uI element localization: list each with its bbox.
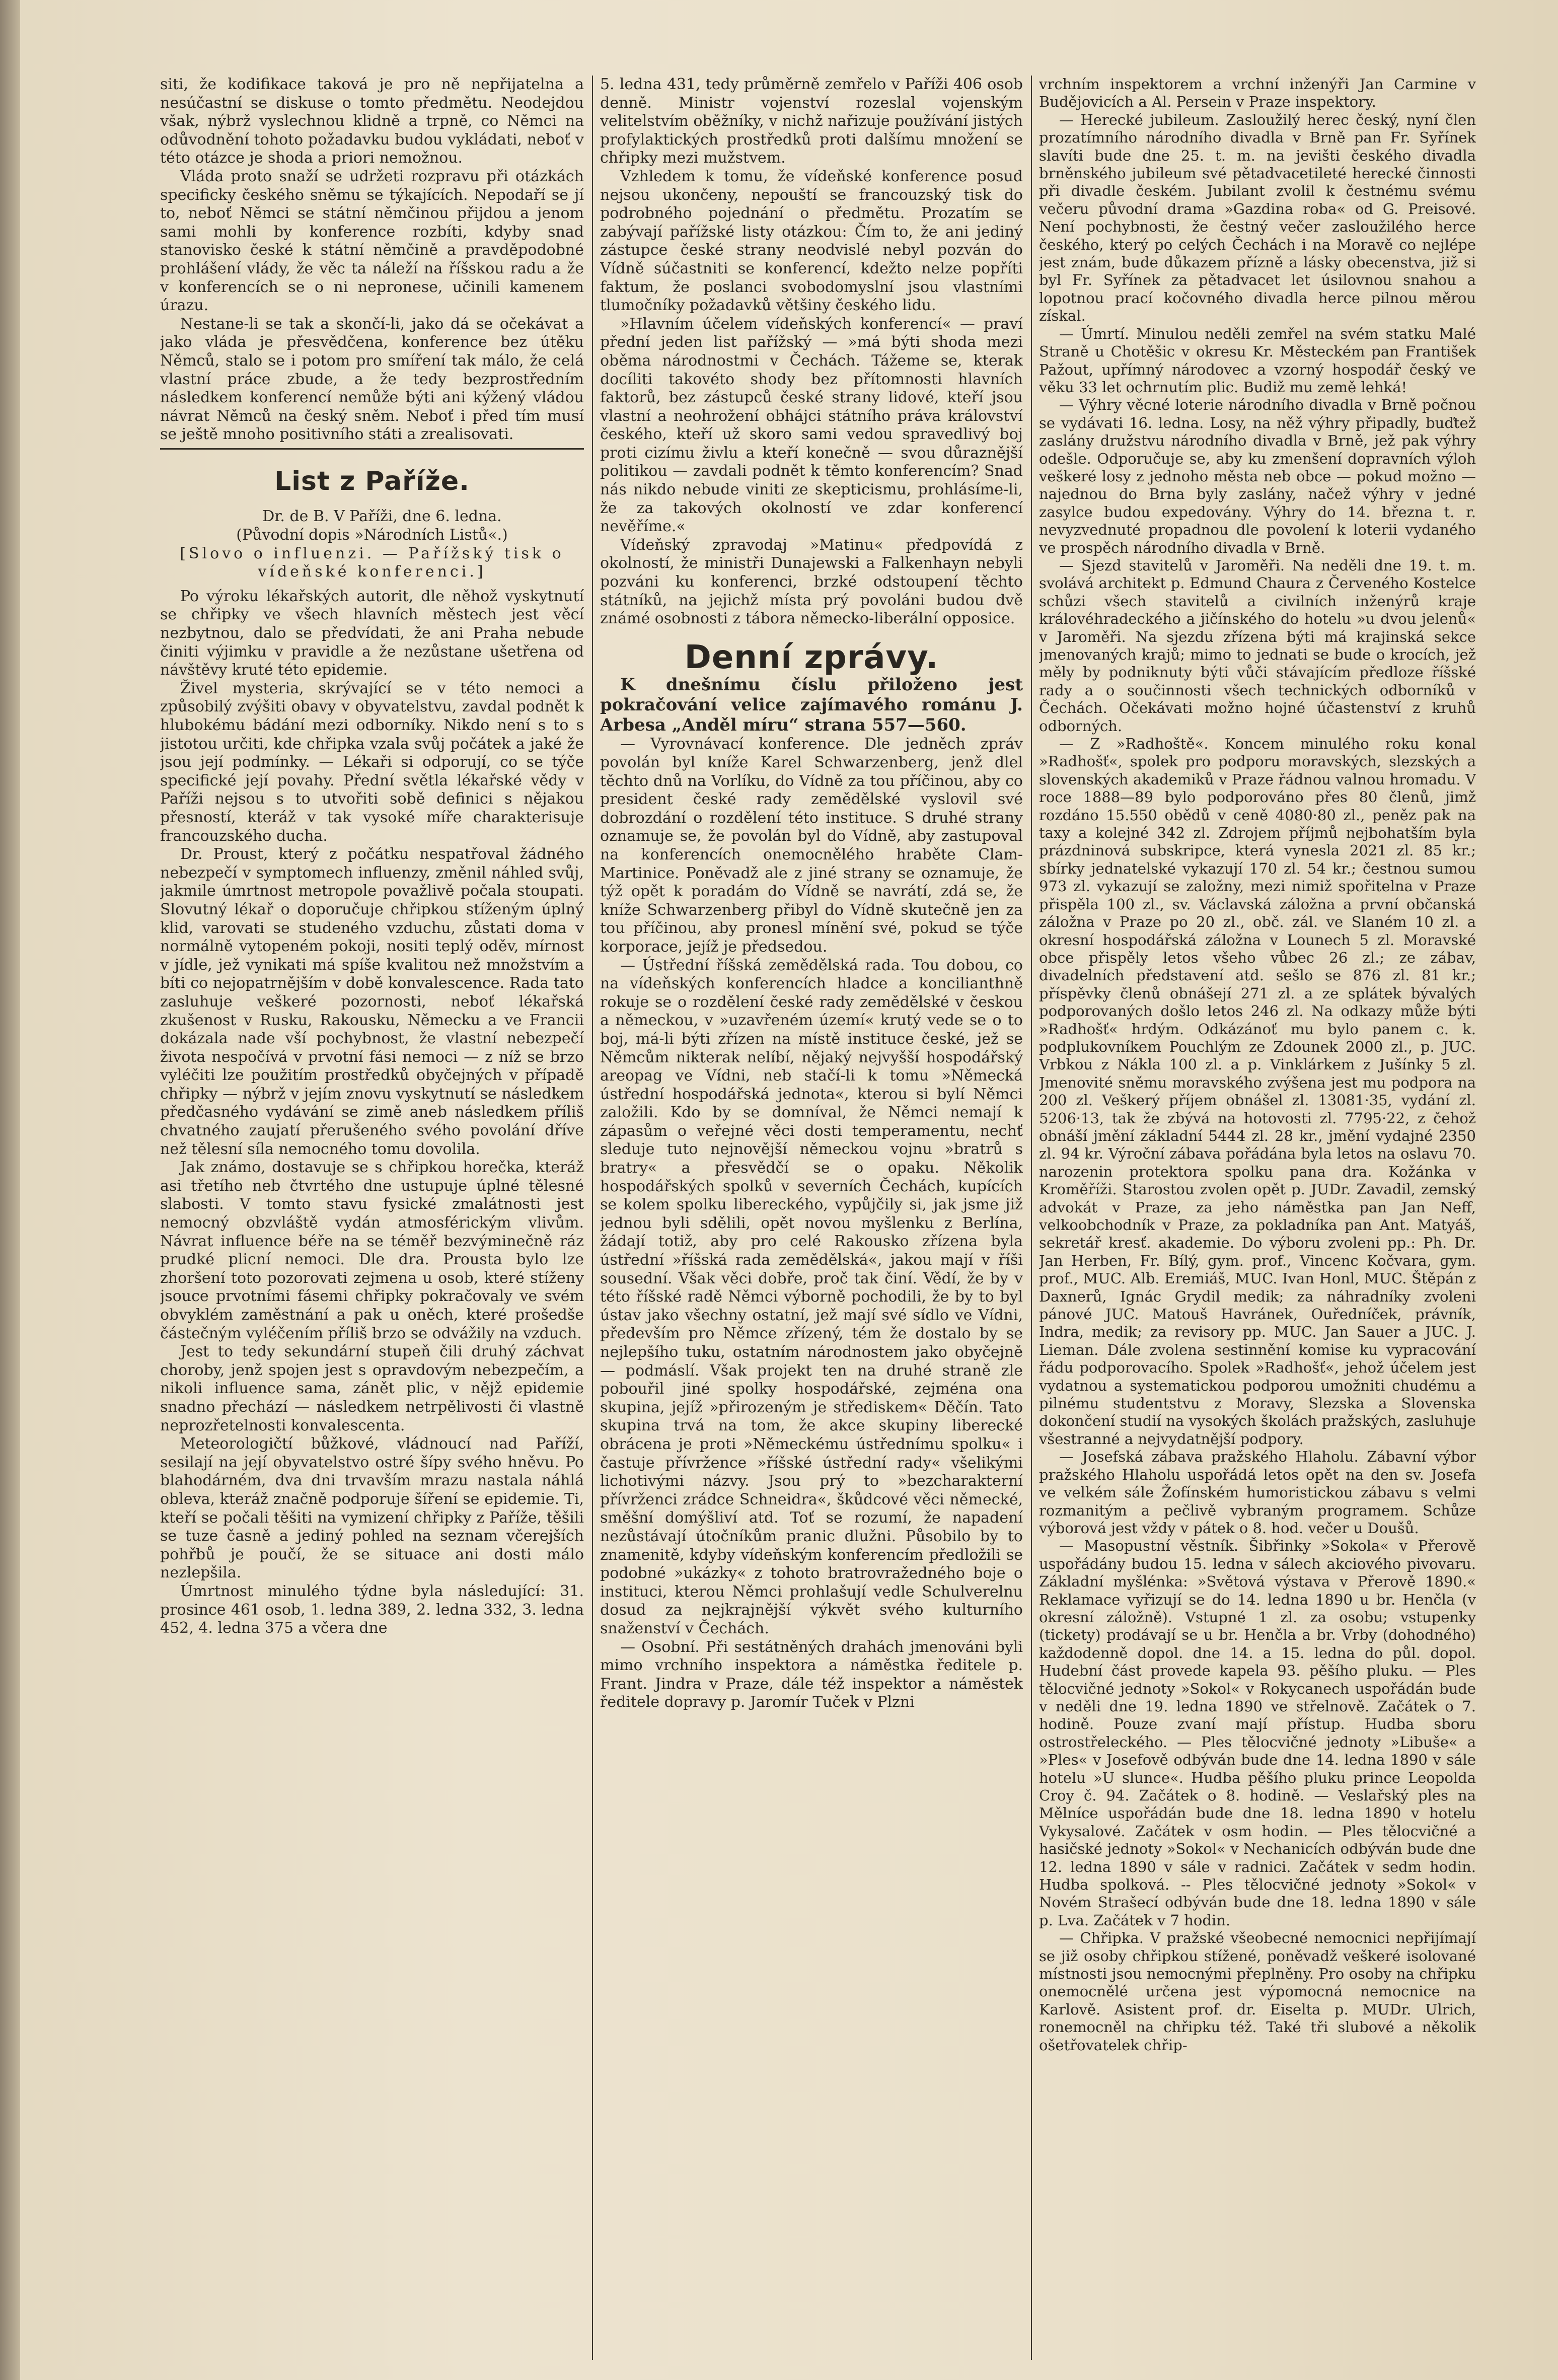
- news-item: — Herecké jubileum. Zasloužilý herec český, nyní člen prozatímního národního divadla v Brně pan Fr. Syřínek slavíti bude dne 25. t. m. na jevišti českého divadla brněnského jubileum své pětadvacetileté herecké činnosti při divadle českém. Jubilant zvolil k čestnému svému večeru původní drama »Gazdina roba« od G. Preisové. Není pochybnosti, že čestný večer zasloužilého herce českého, který po celých Čechách i na Moravě co nejlépe jest znám, bude důkazem přízně a lásky obecenstva, již si byl Fr. Syřínek za pětadvacet let úsilovnou snahou a lopotnou prací kočovného divadla herce pilnou měrou získal.: [1039, 111, 1476, 325]
- paragraph: Meteorologičtí bůžkové, vládnoucí nad Paříží, sesilají na její obyvatelstvo ostré šípy svého hněvu. Po blahodárném, dva dni trvavším mrazu nastala náhlá obleva, kteráž značně podporuje šíření se epidemie. Ti, kteří se počali těšiti na vymizení chřipky z Paříže, těšili se tuze časně a jediný pohled na seznam včerejších pohřbů je poučí, že se situace ani dosti málo nezlepšila.: [160, 1435, 584, 1582]
- paragraph: Jak známo, dostavuje se s chřipkou horečka, kteráž asi třetího neb čtvrtého dne ustupuje úplné tělesné slabosti. V tomto stavu fysické zmalátnosti jest nemocný obzvláště vydán atmosférickým vlivům. Návrat influence béře na se téměř bezvýminečně ráz prudké plicní nemoci. Dle dra. Prousta bylo lze zhoršení toto pozorovati zejmena u osob, které stíženy jsouce prvotními fásemi chřipky pokračovaly ve svém obvyklém zaměstnání a pak u oněch, které prošedše částečným vyléčením příliš brzo se odvážily na vzduch.: [160, 1159, 584, 1342]
- paragraph: Vzhledem k tomu, že vídeňské konference posud nejsou ukončeny, nepouští se francouzský tisk do podrobného pojednání o předmětu. Prozatím se zabývají pařížské listy otázkou: Čím to, že ani jediný zástupce české strany neodvislé nebyl pozván do Vídně súčastniti se konferencí, kdežto nelze popříti faktum, že poslanci svobodomyslní jsou vlastními tlumočníky požadavků většiny českého lidu.: [600, 167, 1023, 315]
- column-2: [600, 76, 1023, 2350]
- column-3: [1039, 76, 1476, 2350]
- news-item: — Sjezd stavitelů v Jaroměři. Na neděli dne 19. t. m. svolává architekt p. Edmund Chaura z Červeného Kostelce schůzi všech stavitelů a civilních inženýrů kraje královéhradeckého a jičínského do hotelu »u dvou jelenů« v Jaroměři. Na sjezdu zřízena býti má krajinská sekce jmenovaných krajů; mimo to jednati se bude o krocích, jež měly by podniknuty býti vůči stávajícím předloze říšské rady a o součinnosti všech technických odborníků v Čechách. Očekávati možno hojné účastenství z kruhů odborných.: [1039, 556, 1476, 735]
- paragraph: siti, že kodifikace taková je pro ně nepřijatelna a nesúčastní se diskuse o tomto předmětu. Neodejdou však, nýbrž vyslechnou klidně a trpně, co Němci na odůvodnění tohoto požadavku budou vykládati, neboť v této otázce je shoda a priori nemožnou.: [160, 76, 584, 167]
- section-divider: [160, 448, 584, 450]
- news-item: — Vyrovnávací konference. Dle jedněch zpráv povolán byl kníže Karel Schwarzenberg, jenž dlel těchto dnů na Vorlíku, do Vídně za tou příčinou, aby co president české rady zemědělské vyslovil své dobrozdání o rozdělení této instituce. S druhé strany oznamuje se, že povolán byl do Vídně, aby zastupoval na konferencích onemocnělého hraběte Clam-Martinice. Poněvadž ale z jiné strany se oznamuje, že týž opět k poradám do Vídně se navrátí, zdá se, že kníže Schwarzenberg přibyl do Vídně skutečně jen za tou příčinou, aby pronesl mínění své, pokud se týče korporace, jejíž je předsedou.: [600, 735, 1023, 956]
- paragraph: Jest to tedy sekundární stupeň čili druhý záchvat choroby, jenž spojen jest s opravdovým nebezpečím, a nikoli influence sama, zánět plic, v nějž epidemie snadno přechází — následkem netrpělivosti či vlastně neprozřetelnosti konvalescenta.: [160, 1343, 584, 1434]
- news-item: — Z »Radhoště«. Koncem minulého roku konal »Radhošť«, spolek pro podporu moravských, slezských a slovenských akademiků v Praze řádnou valnou hromadu. V roce 1888—89 bylo podporováno přes 80 členů, jimž rozdáno 15.550 obědů v ceně 4080·80 zl., peněz pak na taxy a kolejné 342 zl. Zdrojem příjmů nejbohatším byla prázdninová subskripce, která vynesla 2021 zl. 85 kr.; sbírky jednatelské vykazují 170 zl. 54 kr.; čestnou sumou 973 zl. vykazují se založny, mezi nimiž spořitelna v Praze přispěla 100 zl., sv. Václavská záložna a první občanská záložna v Praze po 20 zl., obč. zál. ve Slaném 10 zl. a okresní hospodářská záložna v Lounech 5 zl. Moravské obce přispěly letos všeho vůbec 26 zl.; ze zábav, divadelních představení atd. sešlo se 876 zl. 81 kr.; příspěvky členů obnášejí 271 zl. a ze splátek bývalých podporovaných došlo letos 246 zl. Na odkazy může býti »Radhošť« hrdým. Odkázánoť mu bylo panem c. k. podplukovníkem Pouchlým ze Zdounek 2000 zl., p. JUC. Vrbkou z Náklа 100 zl. a p. Vinklárkem z Jušínky 5 zl. Jmenovité sněmu moravského zvýšena jest mu podpora na 200 zl. Veškerý příjem obnášel zl. 13081·35, vydání zl. 5206·13, tak že zbývá na hotovosti zl. 7795·22, z čehož obnáší jmění základní 5444 zl. 28 kr., jmění vydajné 2350 zl. 94 kr. Výroční zábava pořádána byla letos na oslavu 70. narozenin protektora spolku pana dra. Kožánka v Kroměříži. Starostou zvolen opět p. JUDr. Zavadil, zemský advokát v Praze, za jeho náměstka pan Jan Neff, velkoobchodník v Praze, za pokladníka pan Ant. Matyáš, sekretář kresť. akademie. Do výboru zvoleni pp.: Ph. Dr. Jan Herben, Fr. Bílý, gym. prof., Vincenc Kočvara, gym. prof., MUC. Alb. Eremiáš, MUC. Ivan Honl, MUC. Štěpán z Daxnerů, Ignác Grydil medik; za náhradníky zvoleni pánové JUC. Matouš Havránek, Ouředníček, právník, Indra, medik; za revisory pp. MUC. Jan Sauer a JUC. J. Lieman. Dále zvolena sestinnění komise ku vypracování řádu podporovacího. Spolek »Radhošť«, jehož účelem jest vydatnou a systematickou podporou umožniti chudému a pilnému studentstvu z Moravy, Slezska a Slovenska dokončení studií na vysokých školách pražských, zasluhuje všestranné a nejvydatnější podpory.: [1039, 735, 1476, 1448]
- dateline: Dr. de B. V Paříži, dne 6. ledna.: [262, 508, 502, 526]
- paragraph: Nestane-li se tak a skončí-li, jako dá se očekávat a jako vláda je přesvědčena, konference bez útěku Němců, stalo se i potom pro smíření tak málo, že celá vlastní práce zbude, a že tedy bezprostředním následkem konferencí nemůže býti ani kýžený vládou návrat Němců na český sněm. Neboť i před tím musí se ještě mnoho positivního státi a zrealisovati.: [160, 315, 584, 444]
- section-title: List z Paříže.: [274, 466, 470, 496]
- news-item: — Osobní. Při sestátněných drahách jmenováni byli mimo vrchního inspektora a náměstka ředitele p. Frant. Jindra v Praze, dále též inspektor a náměstek ředitele dopravy p. Jaromír Tuček v Plzni: [600, 1638, 1023, 1711]
- column-rule: [1031, 76, 1032, 2360]
- news-item: — Josefská zábava pražského Hlaholu. Zábavní výbor pražského Hlaholu uspořádá letos opět na den sv. Josefa ve velkém sále Žofínském humoristickou zábavu s velmi rozmanitým a pečlivě vybraným programem. Schůze výborová jest vždy v pátek o 8. hod. večer u Doušů.: [1039, 1448, 1476, 1537]
- news-item: — Chřipka. V pražské všeobecné nemocnici nepřijímají se již osoby chřipkou stížené, poněvadž veškeré isolované místnosti jsou nemocnými přeplněny. Pro osoby na chřipku onemocnělé určena jest výpomocná nemocnice na Karlově. Asistent prof. dr. Eiselta p. MUDr. Ulrich, ronemocněl na chřipku též. Také tři slubové a několik ošetřovatelek chřip-: [1039, 1929, 1476, 2054]
- news-item: vrchním inspektorem a vrchní inženýři Jan Carmine v Budějovicích a Al. Persein v Praze inspektory.: [1039, 76, 1476, 111]
- news-item: — Úmrtí. Minulou neděli zemřel na svém statku Malé Straně u Chotěšic v okresu Kr. Městeckém pan František Pažout, upřímný národovec a vzorný hospodář český ve věku 33 let ochrnutím plic. Budiž mu země lehká!: [1039, 325, 1476, 396]
- paragraph: Vláda proto snaží se udržeti rozpravu při otázkách specificky českého sněmu se týkajících. Nepodaří se jí to, neboť Němci se státní němčinou přijdou a jenom sami mohli by konference rozbíti, kdyby snad stanovisko české k státní němčině a pravděpodobné prohlášení vlády, že věc ta náleží na říšskou radu a že v konferencích se o ni nepronese, učinili kamenem úrazu.: [160, 167, 584, 315]
- paragraph: Živel mysteria, skrývající se v této nemoci a způsobilý zvýšiti obavy v obyvatelstvu, zavdal podnět k hlubokému bádání mezi odborníky. Nikdo není s to s jistotou určiti, kde chřipka vzala svůj počátek a jaké že jsou její podmínky. — Lékaři si odporují, co se týče specifické její povahy. Přední světla lékařské vědy v Paříži nejsou s to utvořiti sobě definici s nějakou přesností, kteráž v tak vysoké míře charakterisuje francouzského ducha.: [160, 679, 584, 845]
- article-subtitle: [Slovo o influenzi. — Pařížský tisk o vídeňské konferenci.]: [180, 544, 564, 581]
- supplement-notice: K dnešnímu číslu přiloženo jest pokračování velice zajímavého románu J. Arbesa „Anděl míru“ strana 557—560.: [600, 675, 1023, 736]
- binding-edge: [0, 0, 20, 2380]
- paragraph: Úmrtnost minulého týdne byla následující: 31. prosince 461 osob, 1. ledna 389, 2. ledna 332, 3. ledna 452, 4. ledna 375 a včera dne: [160, 1582, 584, 1637]
- column-1: [160, 76, 584, 2350]
- section-headline: Denní zprávy.: [684, 638, 939, 676]
- news-item: — Masopustní věstník. Šibřinky »Sokola« v Přerově uspořádány budou 15. ledna v sálech akciového pivovaru. Základní myšlénka: »Světová výstava v Přerově 1890.« Reklamace vyřizují se do 14. ledna 1890 u br. Henčla (v okresní záložně). Vstupné 1 zl. za osobu; vstupenky (tickety) prodávají se u br. Henčla a br. Vrby (dohodného) každodenně dopol. dne 14. a 15. ledna do půl. dopol. Hudební část provede kapela 93. pěšího pluku. — Ples tělocvičné jednoty »Sokol« v Rokycanech uspořádán bude v neděli dne 19. ledna 1890 ve střelnově. Začátek o 7. hodině. Pouze zvaní mají přístup. Hudba sboru ostrostřeleckého. — Ples tělocvičné jednoty »Libuše« a »Ples« v Josefově odbýván bude dne 14. ledna 1890 v sále hotelu »U slunce«. Hudba pěšího pluku prince Leopolda Croy č. 94. Začátek o 8. hodině. — Veslařský ples na Mělníce uspořádán bude dne 18. ledna 1890 v hotelu Vykysalové. Začátek v osm hodin. — Ples tělocvičné a hasičské jednoty »Sokol« v Nechanicích odbýván bude dne 12. ledna 1890 v sále v radnici. Začátek v sedm hodin. Hudba spolková. -- Ples tělocvičné jednoty »Sokol« v Novém Strašecí odbýván bude dne 18. ledna 1890 v sále p. Lva. Začátek v 7 hodin.: [1039, 1537, 1476, 1929]
- news-item: — Výhry věcné loterie národního divadla v Brně počnou se vydávati 16. ledna. Losy, na něž výhry připadly, buďtež zaslány družstvu národního divadla v Brně, jež pak výhry odešle. Odporučuje se, aby ku zmenšení dopravních výloh veškeré losy z jednoho města neb obce — pokud možno — najednou do Brna byly zaslány, načež výhry v jedné zasylce budou expedovány. Výhry do 14. března t. r. nevyzvednuté propadnou dle povolení k loterii vydaného ve prospěch národního divadla v Brně.: [1039, 396, 1476, 556]
- paragraph: Po výroku lékařských autorit, dle něhož vyskytnutí se chřipky ve všech hlavních městech jest věcí nezbytnou, dalo se předvídati, že ani Praha nebude činiti výjimku v pravidle a že nezůstane ušetřena od návštěvy kruté této epidemie.: [160, 587, 584, 679]
- news-item: — Ústřední říšská zemědělská rada. Tou dobou, co na vídeňských konferencích hladce a koncilianthně rokuje se o rozdělení české rady zemědělské v českou a německou, v »uzavřeném území« krutý vede se o to boj, má-li býti zřízen na místě instituce české, jež se Němcům nikterak nelíbí, nějaký nejvyšší hospodářský areopag ve Vídni, neb stačí-li k tomu »Německá ústřední hospodářská jednota«, kterou si bylí Němci založili. Kdo by se domníval, že Němci nemají k zápasům o veřejné věci dosti temperamentu, nechť sleduje tuto nejnovější německou vojnu »bratrů s bratry« a přesvědčí se o opaku. Několik hospodářských spolků v severních Čechách, kupících se kolem spolku libereckého, vypůjčily si, jak jsme již jednou byli sdělili, opět novou myšlenku z Berlína, žádají totiž, aby pro celé Rakousko zřízena byla ústřední »říšská rada zemědělská«, jakou mají v říši sousední. Však věci dobře, proč tak činí. Vědí, že by v této říšské radě Němci výborně pochodili, že by to byl ústav jako všechny ostatní, jež mají své sídlo ve Vídni, především pro Němce zřízený, tém že dostalo by se nejlepšího tuku, ostatním národnostem jako obyčejně — podmáslí. Však projekt ten na druhé straně zle pobouřil jiné spolky hospodářské, zejména ona skupina, jejíž »přirozeným je střediskem« Děčín. Tato skupina trvá na tom, že akce skupiny liberecké obrácena je proti »Německému ústřednímu spolku« i častuje přívržence »říšské ústřední rady« všelikými lichotivými názvy. Jsou prý to »bezcharakterní přívrženci zrádce Schneidra«, škůdcové věci německé, směšní domýšliví atd. Toť se rozumí, že napadení nezůstávají útočníkům pranic dlužni. Působilo by to znamenitě, kdyby vídeňským konferencím předložili se podobné »ukázky« z tohoto bratrovražedného boje o instituci, kterou Němci prohlašují vedle Schulverelnu dosud za nejkrajnější výkvět svého kulturního snaženství v Čechách.: [600, 956, 1023, 1637]
- paragraph: 5. ledna 431, tedy průměrně zemřelo v Paříži 406 osob denně. Ministr vojenství rozeslal vojenským velitelstvím oběžníky, v nichž nařizuje používání jistých profylaktických prostředků proti dalšímu množení se chřipky mezi mužstvem.: [600, 76, 1023, 167]
- paragraph: Dr. Proust, který z počátku nespatřoval žádného nebezpečí v symptomech influenzy, změnil náhled svůj, jakmile úmrtnost metropole považlivě počala stoupati. Slovutný lékař o doporučuje chřipkou stíženým úplný klid, varovati se studeného vzduchu, zůstati doma v normálně vytopeném pokoji, nositi teplý oděv, mírnost v jídle, jež vynikati má spíše kvalitou než množstvím a bíti co nejopatrnějším v době konvalescence. Rada tato zasluhuje veškeré pozornosti, neboť lékařská zkušenost v Rusku, Rakousku, Německu a ve Francii dokázala nade vší pochybnost, že vlastní nebezpečí života nespočívá v prvotní fási nemoci — z níž se brzo vyléčiti lze použitím prostředků obyčejných v případě chřipky — nýbrž v jejím znovu vyskytnutí se následkem předčasného vydávání se zimě aneb následkem příliš chvatného zaujatí přerušeného svého povolání dříve než tělesní síla nemocného tomu dovolila.: [160, 845, 584, 1158]
- paragraph: Vídeňský zpravodaj »Matinu« předpovídá z okolností, že ministři Dunajewski a Falkenhayn nebyli pozváni ku konferenci, brzké odstoupení těchto státníků, na jejichž místa prý povoláni budou dvě známé osobnosti z tábora německo-liberální opposice.: [600, 536, 1023, 628]
- paragraph: »Hlavním účelem vídeňských konferencí« — praví přední jeden list pařížský — »má býti shoda mezi oběma národnostmi v Čechách. Tážeme se, kterak docíliti takovéto shody bez přítomnosti hlavních faktorů, bez zástupců české strany lidové, kteří jsou vlastní a neohrožení obhájci státního práva království českého, kteří už skoro sami vedou spravedlivý boj proti cizímu živlu a kteří konečně — svou důraznější politikou — zavdali podnět k těmto konferencím? Snad nás nikdo nebude viniti ze skepticismu, prohlásíme-li, že za takových okolností ve zdar konferencí nevěříme.«: [600, 315, 1023, 536]
- source-note: (Původní dopis »Národních Listů«.): [236, 526, 508, 544]
- column-rule: [592, 76, 593, 2360]
